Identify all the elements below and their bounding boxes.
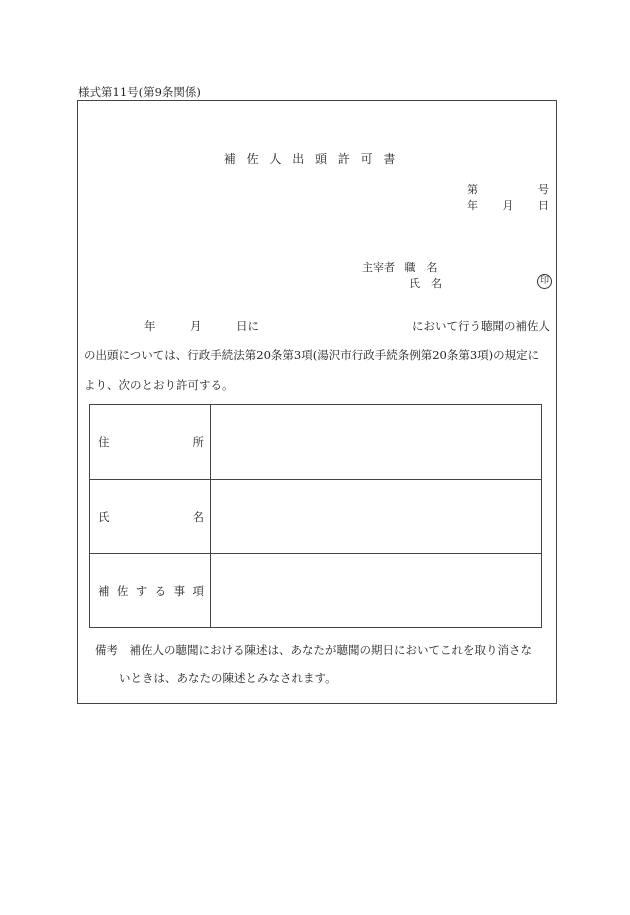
table-row-address	[90, 405, 541, 479]
issuer-role: 主宰者	[362, 261, 395, 274]
issuer-post-label: 職 名	[404, 261, 438, 274]
number-prefix: 第	[467, 183, 478, 196]
date-month: 月	[502, 199, 514, 212]
date-day: 日	[538, 199, 549, 212]
document-date-line	[467, 197, 549, 213]
table-row-name	[90, 479, 541, 554]
address-value-cell[interactable]	[210, 405, 541, 479]
document-number-line	[467, 181, 549, 197]
name-label: 氏 名	[98, 510, 204, 524]
body-line-2: の出頭については、行政手続法第20条第3項(湯沢市行政手続条例第20条第3項)の規定に	[84, 348, 540, 362]
matters-value-cell[interactable]	[210, 554, 541, 628]
assistant-info-table	[89, 404, 542, 628]
body-line-3: より、次のとおり許可する。	[84, 378, 234, 392]
remark-note	[95, 636, 550, 692]
remark-continuation: いときは、あなたの陳述とみなされます。	[119, 671, 337, 685]
matters-label: 補 佐 す る 事 項	[98, 584, 204, 598]
hearing-place-text: において行う聴聞の補佐人	[412, 319, 550, 333]
name-value-cell[interactable]	[210, 480, 541, 554]
number-suffix: 号	[538, 183, 549, 196]
seal-mark: 印	[537, 274, 552, 289]
document-title: 補佐人出頭許可書	[223, 152, 407, 166]
issuer-block	[362, 259, 438, 275]
form-number-label: 様式第11号(第9条関係)	[78, 85, 201, 99]
hearing-date-text: 年 月 日に	[144, 319, 259, 333]
table-row-matters	[90, 553, 541, 628]
address-label: 住 所	[98, 435, 204, 449]
issuer-name-label: 氏 名	[409, 277, 442, 290]
remark-first-line: 備考 補佐人の聴聞における陳述は、あなたが聴聞の期日においてこれを取り消さな	[95, 643, 532, 657]
date-year: 年	[467, 199, 478, 212]
